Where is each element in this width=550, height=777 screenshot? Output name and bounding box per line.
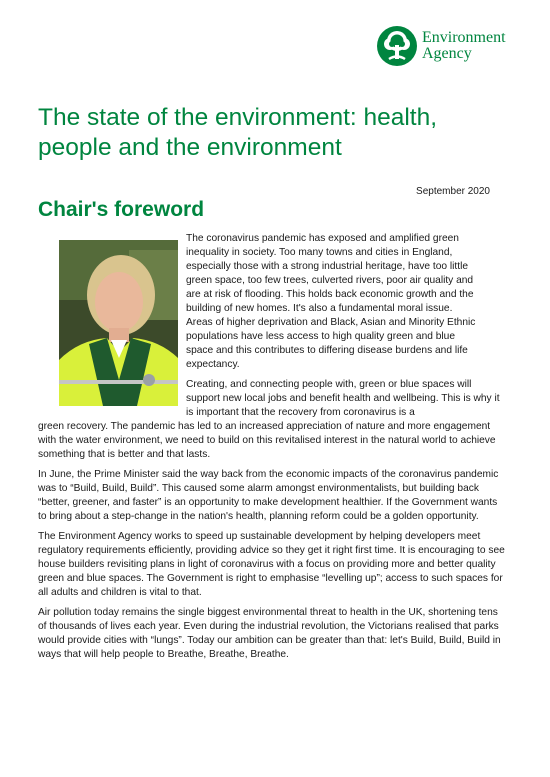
paragraph-5: Air pollution today remains the single biggest environmental threat to health in the UK, shortening tens of thousands of lives each year. Even during the industrial revolution, the Victorians realised that parks would provide cities with “lungs”. Today our ambition can be greater than that: let's Build, Build, Build in ways that will help people to Breathe, Breathe, Breathe. bbox=[38, 607, 501, 660]
tree-logo-icon bbox=[376, 25, 418, 67]
logo-line-1: Environment bbox=[422, 29, 506, 46]
paragraph-3: In June, the Prime Minister said the way back from the economic impacts of the coronavirus pandemic was to “Build, Build, Build”. This caused some alarm amongst environmentalists, but building back “better, greener, and faster” is an opportunity to make development healthier. If the Government wants to bring about a step-change in the nation's health, planning reform could be a golden opportunity. bbox=[38, 469, 499, 522]
environment-agency-logo bbox=[376, 24, 526, 68]
foreword-body bbox=[38, 232, 508, 668]
document-title: The state of the environment: health, people and the environment bbox=[38, 104, 438, 161]
section-heading: Chair's foreword bbox=[38, 198, 205, 221]
paragraph-2 bbox=[38, 378, 508, 462]
logo-wordmark bbox=[422, 30, 506, 62]
paragraph-1: The coronavirus pandemic has exposed and amplified green inequality in society. Too many towns and cities in England, especially those with a strong industrial heritage, have too little green space, too few trees, culverted rivers, poor air quality and are at risk of flooding. This holds back economic growth and the building of new homes. It's also a fundamental moral issue. Areas of higher deprivation and Black, Asian and Minority Ethnic populations have less access to high quality green and blue space and this contributes to differing disease burdens and life expectancy. bbox=[186, 233, 476, 370]
paragraph-4: The Environment Agency works to speed up sustainable development by helping developers meet regulatory requirements efficiently, providing advice so they get it right first time. It is encouraging to see house builders revisiting plans in light of coronavirus with a focus on providing more and better quality green and blue spaces. The Government is right to emphasise “levelling up”; access to such spaces for all adults and children is vital to that. bbox=[38, 531, 505, 598]
paragraph-2-wrapped-part: Creating, and connecting people with, green or blue spaces will support new local jobs and benefit health and wellbeing. This is why it is important that the recovery from coronavirus is a bbox=[186, 379, 500, 418]
paragraph-2-full-width-part: green recovery. The pandemic has led to an increased appreciation of nature and more engagement with the water environment, we need to build on this revitalised interest in the natural world to achieve something that is better and that lasts. bbox=[38, 421, 496, 460]
logo-line-2: Agency bbox=[422, 45, 472, 62]
publication-date: September 2020 bbox=[416, 186, 490, 197]
